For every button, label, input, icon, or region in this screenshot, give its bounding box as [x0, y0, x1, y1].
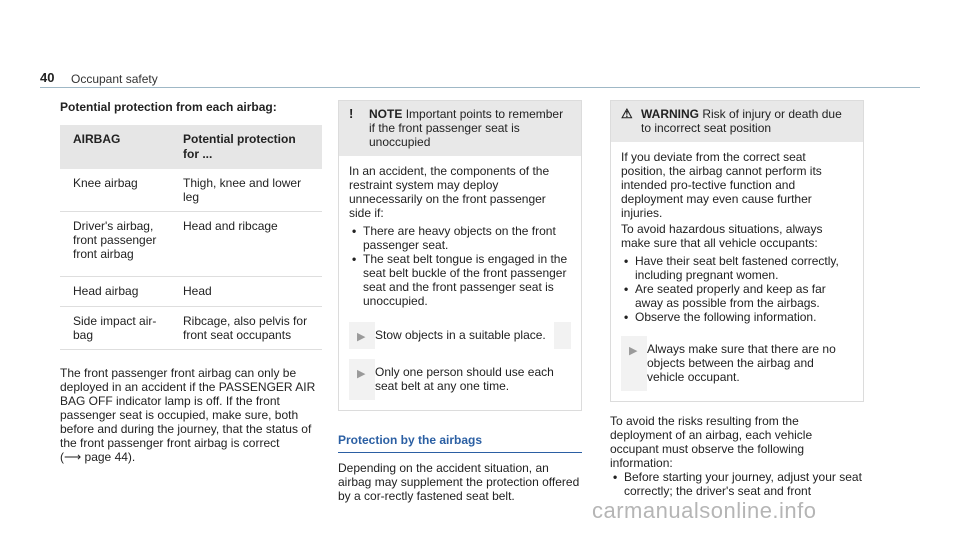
header-rule	[40, 87, 920, 88]
table-header-airbag: AIRBAG	[60, 125, 170, 169]
warning-step	[621, 336, 853, 391]
table-cell: Head airbag	[60, 277, 170, 307]
protection-paragraph: Depending on the accident situation, an airbag may supplement the protection offered by a cor-rectly fastened seat belt.	[338, 461, 580, 503]
page-number: 40	[40, 70, 55, 85]
step-arrow-icon: ▶	[357, 331, 366, 343]
step-text: Stow objects in a suitable place.	[375, 322, 554, 349]
paragraph-text: The front passenger front airbag can only be deployed in an accident if the PASSENGER AIR BAG OFF indicator lamp is off. If the front passenger seat is occupied, make sure, both before and during the journey, that the status of the front passenger front airbag is correct	[60, 366, 316, 450]
list-item: • Observe the following information.	[621, 310, 853, 324]
table-header-row	[60, 125, 322, 169]
note-keyword: NOTE	[369, 107, 403, 121]
note-header	[339, 101, 581, 156]
warning-paragraph: If you deviate from the correct seat position, the airbag cannot perform its intended pro-tective function and deployment may even cause further injuries.	[621, 150, 822, 220]
note-intro: In an accident, the components of the restraint system may deploy unnecessarily on the front passenger side if:	[349, 164, 550, 220]
warning-paragraph: To avoid hazardous situations, always make sure that all vehicle occupants:	[621, 222, 823, 250]
table-header-protection: Potential protection for ...	[170, 125, 322, 169]
table-cell: Knee airbag	[60, 169, 170, 212]
protection-table	[60, 125, 322, 350]
section-title: Occupant safety	[71, 72, 158, 86]
table-cell: Side impact air-bag	[60, 307, 170, 350]
note-title-text	[369, 107, 571, 149]
table-cell: Thigh, knee and lower leg	[170, 169, 322, 212]
watermark: carmanualsonline.info	[592, 498, 817, 523]
note-bullets	[349, 224, 571, 308]
protection-heading: Potential protection from each airbag:	[60, 100, 277, 114]
list-item: • The seat belt tongue is engaged in the seat belt buckle of the front passenger seat and the front passenger seat is unoccupied.	[349, 252, 571, 308]
list-item: • Have their seat belt fastened correctly, including pregnant women.	[621, 254, 853, 282]
note-step	[349, 322, 571, 349]
note-box	[338, 100, 582, 411]
warning-title: Risk of injury or death due to incorrect seat position	[641, 107, 842, 135]
note-body	[339, 156, 581, 410]
step-text: Always make sure that there are no objects between the airbag and vehicle occupant.	[647, 336, 853, 391]
column-2	[338, 100, 582, 503]
table-cell: Head and ribcage	[170, 212, 322, 277]
table-cell: Head	[170, 277, 322, 307]
table-row	[60, 307, 322, 350]
list-item: • Before starting your journey, adjust your seat correctly; the driver's seat and front	[610, 470, 864, 498]
column-1	[60, 100, 322, 464]
table-row	[60, 169, 322, 212]
table-row	[60, 212, 322, 277]
column-3	[610, 100, 864, 498]
list-item: • Are seated properly and keep as far away as possible from the airbags.	[621, 282, 853, 310]
warning-body	[611, 142, 863, 401]
step-arrow-icon: ▶	[629, 345, 638, 357]
step-text: Only one person should use each seat belt at any one time.	[375, 359, 571, 400]
step-arrow-icon: ▶	[357, 368, 366, 380]
table-cell: Driver's airbag, front passenger front airbag	[60, 212, 170, 277]
note-step	[349, 359, 571, 400]
warning-header	[611, 101, 863, 142]
risk-paragraph: To avoid the risks resulting from the deployment of an airbag, each vehicle occupant must observe the following information:	[610, 414, 813, 470]
table-cell: Ribcage, also pelvis for front seat occupants	[170, 307, 322, 350]
page-reference-link[interactable]: (⟶ page 44).	[60, 450, 136, 464]
note-title: Important points to remember if the front passenger seat is unoccupied	[369, 107, 564, 149]
warning-title-text	[641, 107, 853, 135]
warning-triangle-icon: ⚠	[621, 106, 633, 121]
warning-box	[610, 100, 864, 402]
warning-bullets	[621, 254, 853, 324]
airbag-paragraph	[60, 366, 322, 464]
exclamation-icon: !	[349, 106, 354, 121]
warning-keyword: WARNING	[641, 107, 699, 121]
risk-bullets	[610, 470, 864, 498]
table-row	[60, 277, 322, 307]
section-heading-protection: Protection by the airbags	[338, 433, 582, 453]
list-item: • There are heavy objects on the front passenger seat.	[349, 224, 571, 252]
